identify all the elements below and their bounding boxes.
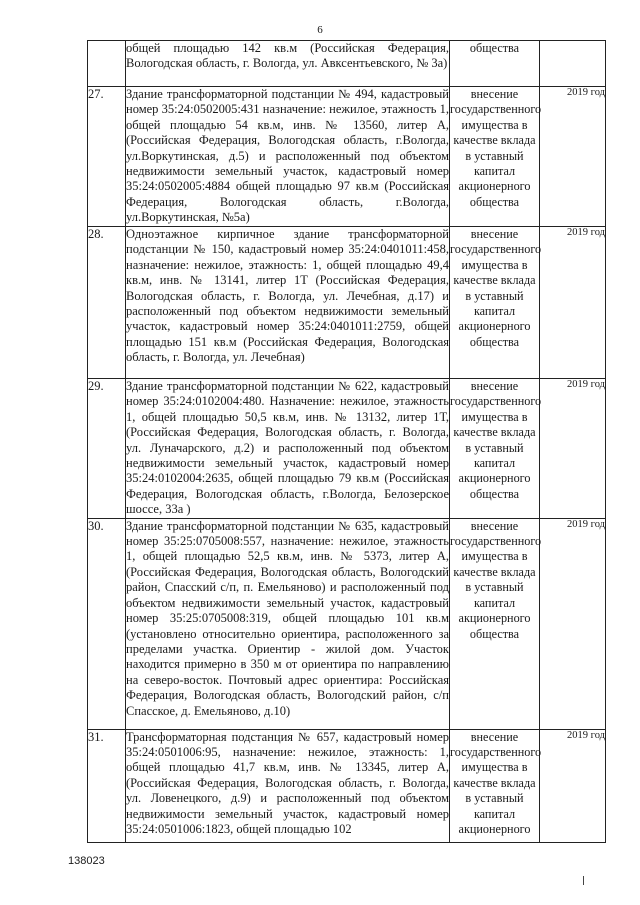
property-description: Здание трансформаторной подстанции № 494, кадастровый номер 35:24:0502005:431 назначение: нежилое, этажность 1, общей площадью 54 кв.м, инв. № 13560, литер А, (Российская Федерация, Вологодская область, г.Вологда, ул.Воркутинская, д.5) и расположенный под объектом недвижимости земельный участок, кадастровый номер 35:24:0502005:4884 общей площадью 97 кв.м (Российская Федерация, Вологодская область, г.Вологда, ул.Воркутинская, №5а)	[126, 87, 450, 227]
privatization-year	[540, 41, 606, 87]
property-table	[87, 40, 606, 843]
privatization-method: внесение государственного имущества в качестве вклада в уставный капитал акционерного общества	[450, 227, 540, 379]
privatization-year: 2019 год	[540, 518, 606, 729]
row-number: 31.	[88, 729, 126, 842]
row-number: 27.	[88, 87, 126, 227]
scan-mark	[583, 876, 584, 885]
privatization-year: 2019 год	[540, 379, 606, 519]
table-row	[88, 41, 606, 87]
page-number: 6	[317, 24, 323, 36]
table-row	[88, 87, 606, 227]
privatization-year: 2019 год	[540, 227, 606, 379]
privatization-year: 2019 год	[540, 87, 606, 227]
property-description: Трансформаторная подстанция № 657, кадастровый номер 35:24:0501006:95, назначение: нежилое, этажность: 1, общей площадью 41,7 кв.м, инв. № 13345, литер А, (Российская Федерация, Вологодская область, г. Вологда, ул. Ловенецкого, д.9) и расположенный под объектом недвижимости земельный участок, кадастровый номер 35:24:0501006:1823, общей площадью 102	[126, 729, 450, 842]
property-description: Здание трансформаторной подстанции № 635, кадастровый номер 35:25:0705008:557, назначение: нежилое, этажность 1, общей площадью 52,5 кв.м, инв. № 5373, литер А, (Российская Федерация, Вологодская область, Вологодский район, Спасский с/п, п. Емельяново) и расположенный под объектом недвижимости земельный участок, кадастровый номер 35:25:0705008:319, общей площадью 101 кв.м (установлено относительно ориентира, расположенного за пределами участка. Ориентир - жилой дом. Участок находится примерно в 350 м от ориентира по направлению на северо-восток. Почтовый адрес ориентира: Российская Федерация, Вологодская область, Вологодский район, с/п Спасское, д. Емельяново, д.10)	[126, 518, 450, 729]
privatization-method: общества	[450, 41, 540, 87]
property-description: общей площадью 142 кв.м (Российская Федерация, Вологодская область, г. Вологда, ул. Авксентьевского, № 3а)	[126, 41, 450, 87]
table-row	[88, 227, 606, 379]
row-number: 29.	[88, 379, 126, 519]
document-code: 138023	[68, 855, 105, 867]
row-number	[88, 41, 126, 87]
privatization-method: внесение государственного имущества в качестве вклада в уставный капитал акционерного общества	[450, 379, 540, 519]
property-description: Одноэтажное кирпичное здание трансформаторной подстанции № 150, кадастровый номер 35:24:0401011:458, назначение: нежилое, этажность: 1, общей площадью 49,4 кв.м, инв. № 13141, литер 1Т (Российская Федерация, Вологодская область, г. Вологда, ул. Лечебная, д.17) и расположенный под объектом недвижимости земельный участок, кадастровый номер 35:24:0401011:2759, общей площадью 151 кв.м (Российская Федерация, Вологодская область, г. Вологда, ул. Лечебная)	[126, 227, 450, 379]
privatization-method: внесение государственного имущества в качестве вклада в уставный капитал акционерного общества	[450, 518, 540, 729]
privatization-year: 2019 год	[540, 729, 606, 842]
table-row	[88, 379, 606, 519]
row-number: 30.	[88, 518, 126, 729]
table-row	[88, 518, 606, 729]
privatization-method: внесение государственного имущества в качестве вклада в уставный капитал акционерного	[450, 729, 540, 842]
privatization-method: внесение государственного имущества в качестве вклада в уставный капитал акционерного общества	[450, 87, 540, 227]
row-number: 28.	[88, 227, 126, 379]
property-description: Здание трансформаторной подстанции № 622, кадастровый номер 35:24:0102004:480. Назначение: нежилое, этажность 1, общей площадью 50,5 кв.м, инв. № 13132, литер 1Т, (Российская Федерация, Вологодская область, г. Вологда, ул. Луначарского, д.2) и расположенный под объектом недвижимости земельный участок, кадастровый номер 35:24:0102004:2635, общей площадью 79 кв.м (Российская Федерация, Вологодская область, г.Вологда, Белозерское шоссе, 33а )	[126, 379, 449, 517]
table-row	[88, 729, 606, 842]
